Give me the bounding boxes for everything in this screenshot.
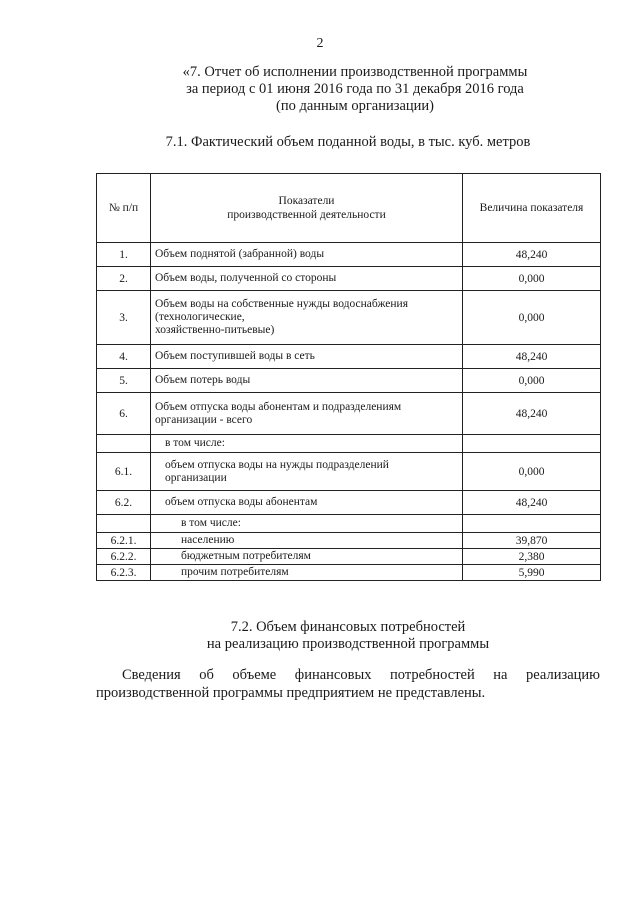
table-row — [97, 369, 601, 393]
row-num — [97, 435, 151, 453]
row-indicator-line-2: (технологические, — [155, 311, 245, 323]
row-indicator — [151, 291, 463, 345]
table-row — [97, 243, 601, 267]
row-value: 2,380 — [463, 549, 601, 565]
row-indicator — [151, 393, 463, 435]
row-num: 6.2. — [97, 491, 151, 515]
table-row — [97, 291, 601, 345]
header-indicator-line-2: производственной деятельности — [227, 209, 386, 221]
row-value: 48,240 — [463, 393, 601, 435]
table-row — [97, 435, 601, 453]
table-row — [97, 549, 601, 565]
row-num: 6.2.1. — [97, 533, 151, 549]
row-num: 3. — [97, 291, 151, 345]
row-indicator-line-1: Объем отпуска воды абонентам и подразделениям — [155, 400, 402, 413]
row-value: 48,240 — [463, 243, 601, 267]
table-row — [97, 515, 601, 533]
row-value: 0,000 — [463, 267, 601, 291]
row-indicator: Объем поднятой (забранной) воды — [151, 243, 463, 267]
row-indicator: населению — [151, 533, 463, 549]
table-header-row — [97, 174, 601, 243]
row-num: 2. — [97, 267, 151, 291]
row-num: 5. — [97, 369, 151, 393]
row-indicator-line-2: организации - всего — [155, 413, 253, 426]
row-num: 4. — [97, 345, 151, 369]
row-num: 1. — [97, 243, 151, 267]
table-row — [97, 533, 601, 549]
table-row — [97, 393, 601, 435]
header-value: Величина показателя — [463, 174, 601, 243]
row-value: 0,000 — [463, 369, 601, 393]
title-line-3: (по данным организации) — [275, 98, 434, 114]
row-indicator: в том числе: — [151, 515, 463, 533]
title-line-1: «7. Отчет об исполнении производственной программы — [182, 64, 528, 80]
row-indicator-line-3: хозяйственно-питьевые) — [155, 324, 275, 336]
row-indicator: прочим потребителям — [151, 565, 463, 581]
section-1-title: 7.1. Фактический объем поданной воды, в тыс. куб. метров — [165, 134, 531, 150]
title-line-2: за период с 01 июня 2016 года по 31 декабря 2016 года — [186, 81, 524, 97]
row-indicator-line-1: объем отпуска воды на нужды подразделений — [165, 458, 389, 471]
section-2-title-line-2: на реализацию производственной программы — [206, 636, 490, 652]
section-2-paragraph — [96, 666, 600, 702]
header-indicator-line-1: Показатели — [278, 195, 335, 207]
table-row — [97, 345, 601, 369]
row-indicator: в том числе: — [151, 435, 463, 453]
header-num: № п/п — [97, 174, 151, 243]
section-2-text: Сведения об объеме финансовых потребностей на реализацию производственной программы предприятием не представлены. — [96, 667, 600, 701]
row-indicator: Объем потерь воды — [151, 369, 463, 393]
row-indicator: Объем воды, полученной со стороны — [151, 267, 463, 291]
row-num: 6.2.3. — [97, 565, 151, 581]
row-num: 6. — [97, 393, 151, 435]
row-value: 0,000 — [463, 291, 601, 345]
row-indicator: бюджетным потребителям — [151, 549, 463, 565]
row-indicator-line-2: организации — [165, 471, 227, 484]
water-volume-table — [96, 173, 601, 581]
row-value: 48,240 — [463, 491, 601, 515]
row-num — [97, 515, 151, 533]
section-2-title — [96, 619, 600, 653]
table-row — [97, 453, 601, 491]
table-row — [97, 267, 601, 291]
row-value: 48,240 — [463, 345, 601, 369]
row-num: 6.2.2. — [97, 549, 151, 565]
row-indicator-line-1: Объем воды на собственные нужды водоснабжения — [155, 298, 408, 310]
row-value — [463, 515, 601, 533]
report-title — [110, 64, 600, 115]
row-indicator: объем отпуска воды абонентам — [151, 491, 463, 515]
header-indicator — [151, 174, 463, 243]
row-indicator — [151, 453, 463, 491]
section-2-title-line-1: 7.2. Объем финансовых потребностей — [230, 619, 466, 635]
table-row — [97, 565, 601, 581]
page-number: 2 — [316, 36, 324, 51]
row-num: 6.1. — [97, 453, 151, 491]
row-value: 5,990 — [463, 565, 601, 581]
row-indicator: Объем поступившей воды в сеть — [151, 345, 463, 369]
table-row — [97, 491, 601, 515]
row-value: 0,000 — [463, 453, 601, 491]
row-value: 39,870 — [463, 533, 601, 549]
row-value — [463, 435, 601, 453]
